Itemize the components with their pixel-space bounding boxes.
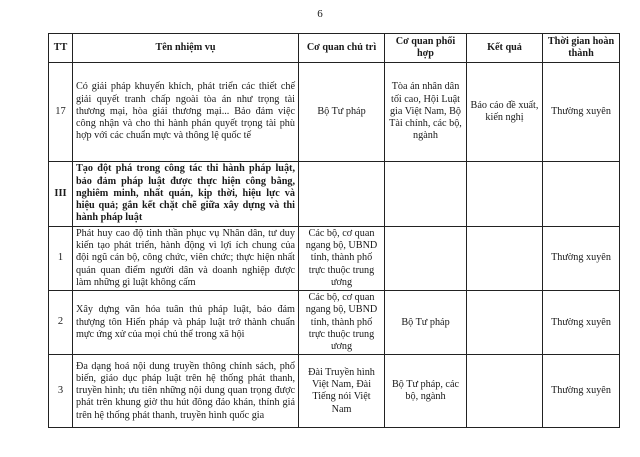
coordinating-agency: Tòa án nhân dân tối cao, Hội Luật gia Việt Nam, Bộ Tài chính, các bộ, ngành	[385, 63, 467, 162]
row-number: 3	[49, 355, 73, 428]
table-row	[49, 227, 620, 291]
completion-time: Thường xuyên	[543, 63, 620, 162]
result	[467, 355, 543, 428]
completion-time: Thường xuyên	[543, 355, 620, 428]
section-title: Tạo đột phá trong công tác thi hành pháp luật, bảo đảm pháp luật được thực hiện công bằng, nghiêm minh, nhất quán, kịp thời, hiệu lực và hiệu quả; gắn kết chặt chẽ giữa xây dựng và thi hành pháp luật	[73, 162, 299, 227]
header-result: Kết quả	[467, 34, 543, 63]
page-number: 6	[317, 8, 323, 20]
coordinating-agency	[385, 227, 467, 291]
table-row	[49, 355, 620, 428]
lead-agency: Các bộ, cơ quan ngang bộ, UBND tỉnh, thành phố trực thuộc trung ương	[299, 291, 385, 355]
header-task: Tên nhiệm vụ	[73, 34, 299, 63]
result	[467, 227, 543, 291]
completion-time: Thường xuyên	[543, 227, 620, 291]
header-completion-time: Thời gian hoàn thành	[543, 34, 620, 63]
section-row	[49, 162, 620, 227]
task-name: Phát huy cao độ tinh thần phục vụ Nhân dân, tư duy kiến tạo phát triển, hành động vì lợi ích chung của đội ngũ cán bộ, công chức, viên chức; thực hiện nhất quán quan điểm người dân và doanh nghiệp được làm những gì luật không cấm	[73, 227, 299, 291]
task-name: Có giải pháp khuyến khích, phát triển các thiết chế giải quyết tranh chấp ngoài tòa án như trọng tài thương mại, hòa giải thương mại... Bảo đảm việc công nhận và cho thi hành phán quyết trọng tài phù hợp với các chuẩn mực và thông lệ quốc tế	[73, 63, 299, 162]
lead-agency: Bộ Tư pháp	[299, 63, 385, 162]
result: Báo cáo đề xuất, kiến nghị	[467, 63, 543, 162]
completion-time: Thường xuyên	[543, 291, 620, 355]
task-table	[48, 33, 620, 428]
lead-agency	[299, 162, 385, 227]
header-coordinating-agency: Cơ quan phối hợp	[385, 34, 467, 63]
table-row	[49, 291, 620, 355]
lead-agency: Đài Truyền hình Việt Nam, Đài Tiếng nói Việt Nam	[299, 355, 385, 428]
coordinating-agency: Bộ Tư pháp	[385, 291, 467, 355]
section-number: III	[49, 162, 73, 227]
row-number: 17	[49, 63, 73, 162]
lead-agency: Các bộ, cơ quan ngang bộ, UBND tỉnh, thành phố trực thuộc trung ương	[299, 227, 385, 291]
table-row	[49, 63, 620, 162]
result	[467, 162, 543, 227]
row-number: 2	[49, 291, 73, 355]
coordinating-agency: Bộ Tư pháp, các bộ, ngành	[385, 355, 467, 428]
header-lead-agency: Cơ quan chủ trì	[299, 34, 385, 63]
task-name: Đa dạng hoá nội dung truyền thông chính sách, phổ biến, giáo dục pháp luật trên hệ thống phát thanh, truyền hình; ưu tiên những nội dung quan trọng được phát trên khung giờ thu hút đông đảo khán, thính giả trên hệ thống phát thanh, truyền hình quốc gia	[73, 355, 299, 428]
task-name: Xây dựng văn hóa tuân thủ pháp luật, bảo đảm thượng tôn Hiến pháp và pháp luật trở thành chuẩn mực ứng xử của mọi chủ thể trong xã hội	[73, 291, 299, 355]
header-tt: TT	[49, 34, 73, 63]
coordinating-agency	[385, 162, 467, 227]
row-number: 1	[49, 227, 73, 291]
completion-time	[543, 162, 620, 227]
table-header-row	[49, 34, 620, 63]
result	[467, 291, 543, 355]
